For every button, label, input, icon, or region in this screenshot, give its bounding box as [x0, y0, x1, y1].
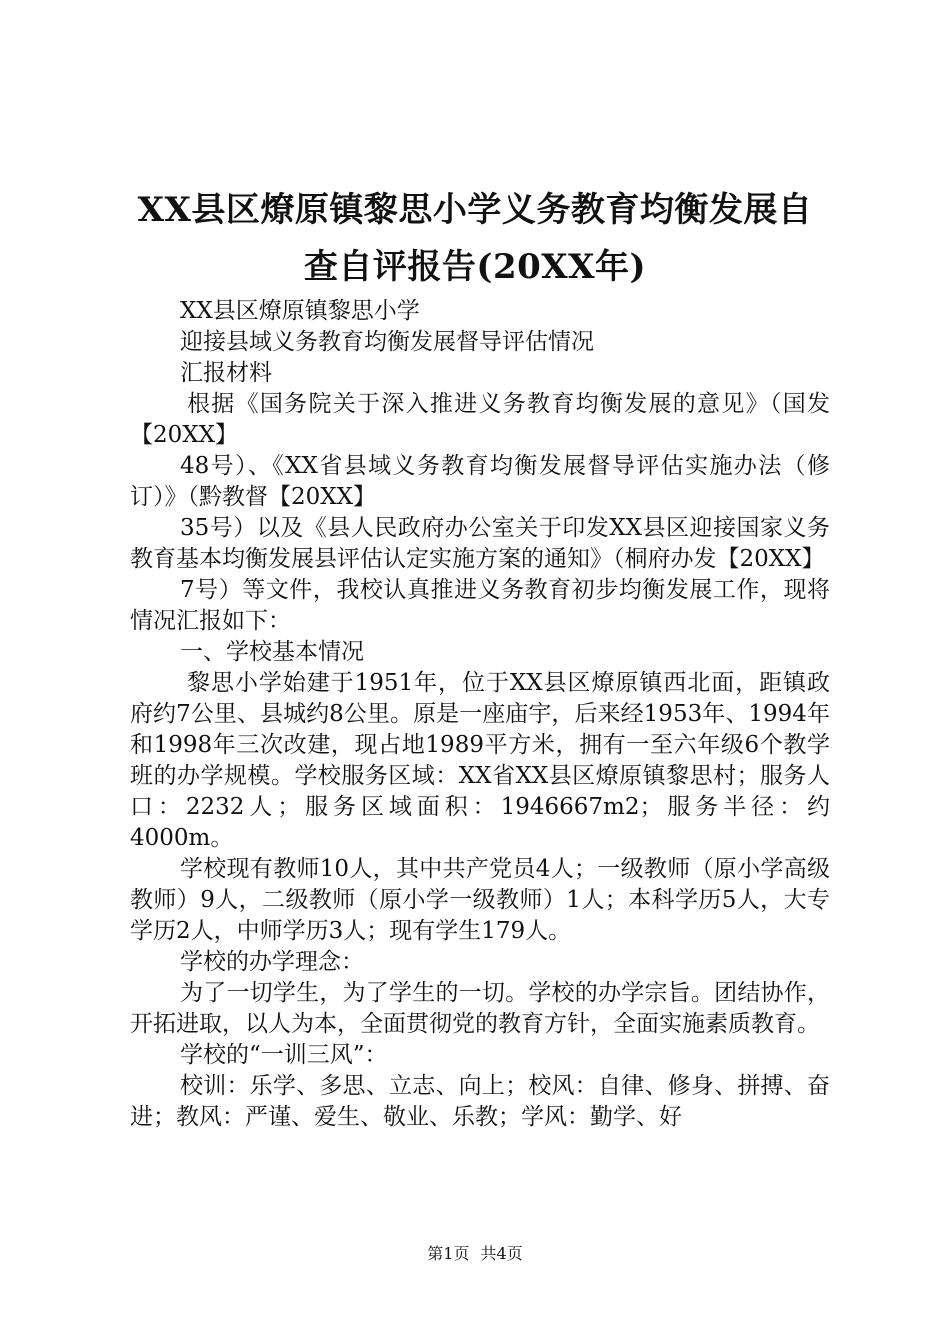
paragraph: 48号）、《XX省县域义务教育均衡发展督导评估实施办法（修订）》（黔教督【20XX】: [130, 453, 830, 510]
paragraph: 校训：乐学、多思、立志、向上；校风：自律、修身、拼搏、奋进；教风：严谨、爱生、敬业、乐教；学风：勤学、好: [130, 1073, 830, 1130]
paragraph: 根据《国务院关于深入推进义务教育均衡发展的意见》（国发【20XX】: [130, 391, 830, 448]
paragraph: 7号）等文件，我校认真推进义务教育初步均衡发展工作，现将情况汇报如下：: [130, 577, 830, 634]
paragraph: 学校的“一训三风”：: [180, 1042, 388, 1068]
paragraph: 黎思小学始建于1951年，位于XX县区燎原镇西北面，距镇政府约7公里、县城约8公里。原是一座庙宇，后来经1953年、1994年和1998年三次改建，现占地1989平方米，拥有一至六年级6个教学班的办学规模。学校服务区域：XX省XX县区燎原镇黎思村；服务人口：2232人；服务区域面积：1946667m2；服务半径：约4000m。: [130, 670, 830, 851]
title-line-2: 查自评报告(20XX年): [303, 247, 647, 287]
school-name-line: XX县区燎原镇黎思小学: [180, 298, 420, 324]
title-line-1: XX县区燎原镇黎思小学义务教育均衡发展自: [137, 190, 813, 230]
document-body: [130, 296, 830, 1133]
paragraph: 35号）以及《县人民政府办公室关于印发XX县区迎接国家义务教育基本均衡发展县评估认定实施方案的通知》（桐府办发【20XX】: [130, 515, 830, 572]
paragraph: 学校现有教师10人，其中共产党员4人；一级教师（原小学高级教师）9人，二级教师（原小学一级教师）1人；本科学历5人，大专学历2人，中师学历3人；现有学生179人。: [130, 856, 830, 944]
paragraph: 学校的办学理念：: [180, 949, 364, 975]
section-heading: 一、学校基本情况: [180, 639, 364, 665]
report-label-line: 汇报材料: [180, 360, 272, 386]
page-footer: 第1页 共4页: [427, 1244, 523, 1263]
subtitle-line: 迎接县域义务教育均衡发展督导评估情况: [180, 329, 594, 355]
document-title: [120, 182, 830, 296]
paragraph: 为了一切学生，为了学生的一切。学校的办学宗旨。团结协作，开拓进取，以人为本，全面贯彻党的教育方针，全面实施素质教育。: [130, 980, 830, 1037]
